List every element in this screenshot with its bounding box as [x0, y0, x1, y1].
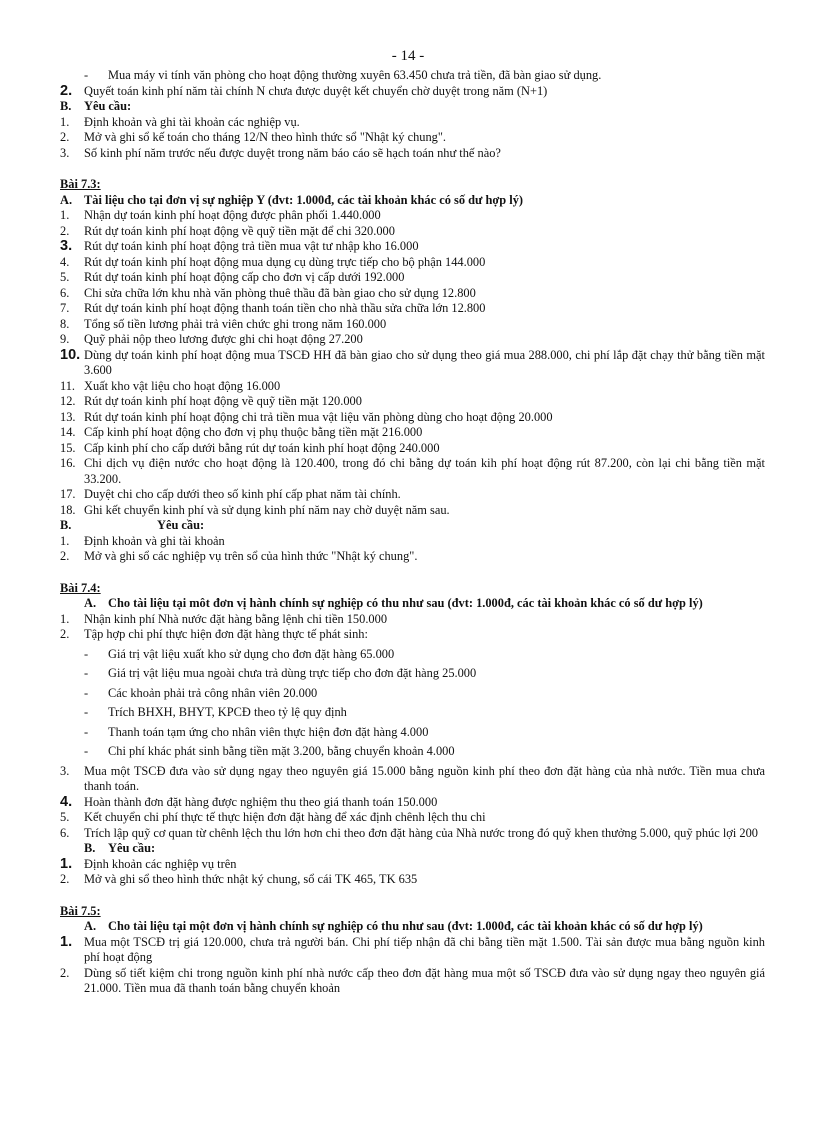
list-item: - Giá trị vật liệu xuất kho sử dụng cho đơn đặt hàng 65.000 — [84, 646, 395, 661]
list-item: 6. Chi sửa chữa lớn khu nhà văn phòng thuê thầu đã bàn giao cho sử dụng 12.800 — [60, 285, 476, 300]
list-item: 5. Rút dự toán kinh phí hoạt động cấp cho đơn vị cấp dưới 192.000 — [60, 270, 405, 284]
list-item: 1. Định khoản và ghi tài khoản các nghiệp vụ. — [60, 114, 300, 129]
list-item: 2. Dùng số tiết kiệm chi trong nguồn kinh phí nhà nước cấp theo đơn đặt hàng mua một số TSCĐ đưa vào sử dụng ngay theo nguyên giá 21.000. Tiền mua đã thanh toán bằng chuyển khoản — [60, 965, 765, 995]
list-item: 1. Nhận kinh phí Nhà nước đặt hàng bằng lệnh chi tiền 150.000 — [60, 611, 388, 626]
exercise-title: Bài 7.3: — [60, 177, 101, 191]
list-item: 11. Xuất kho vật liệu cho hoạt động 16.000 — [60, 378, 281, 393]
list-item: 14. Cấp kinh phí hoạt động cho đơn vị phụ thuộc bằng tiền mặt 216.000 — [60, 425, 423, 439]
section-b-heading: B. Yêu cầu: — [84, 841, 156, 855]
list-item: 4. Hoàn thành đơn đặt hàng được nghiệm thu theo giá thanh toán 150.000 — [60, 793, 438, 810]
list-item: 5. Kết chuyển chi phí thực tế thực hiện đơn đặt hàng để xác định chênh lệch thu chi — [60, 810, 486, 824]
section-b-heading: B. Yêu cầu: — [60, 518, 205, 532]
list-item: 9. Quỹ phải nộp theo lương được ghi chi hoạt động 27.200 — [60, 332, 363, 346]
list-item: 1. Nhận dự toán kinh phí hoạt động được phân phối 1.440.000 — [60, 208, 381, 222]
list-item: 17. Duyệt chi cho cấp dưới theo số kinh phí cấp phat năm tài chính. — [60, 487, 401, 501]
list-item: 2. Tập hợp chi phí thực hiện đơn đặt hàng thực tế phát sinh: — [60, 627, 368, 641]
list-item: 7. Rút dự toán kinh phí hoạt động thanh toán tiền cho nhà thầu sửa chữa lớn 12.800 — [60, 301, 486, 315]
list-item: 10. Dùng dự toán kinh phí hoạt động mua TSCĐ HH đã bàn giao cho sử dụng theo giá mua 288.000, chi phí lắp đặt chạy thử bằng tiền mặt 3.600 — [60, 346, 765, 377]
list-item: 2. Mở và ghi sổ kế toán cho tháng 12/N theo hình thức sổ "Nhật ký chung". — [60, 130, 447, 144]
list-item: 2. Quyết toán kinh phí năm tài chính N chưa được duyệt kết chuyển chờ duyệt trong năm (N+1) — [60, 82, 548, 99]
section-a-heading: A. Cho tài liệu tại một đơn vị hành chính sự nghiệp có thu như sau (đvt: 1.000đ, các tài khoản khác có số dư hợp lý) — [84, 919, 703, 933]
list-item: 3. Mua một TSCĐ đưa vào sử dụng ngay theo nguyên giá 15.000 bằng nguồn kinh phí theo đơn đặt hàng của nhà nước. Tiền mua chưa thanh toán. — [60, 763, 765, 793]
section-b-heading: B. Yêu cầu: — [60, 99, 132, 113]
list-item: - Thanh toán tạm ứng cho nhân viên thực hiện đơn đặt hàng 4.000 — [84, 724, 429, 739]
list-item: 16. Chi dịch vụ điện nước cho hoạt động là 120.400, trong đó chi bằng dự toán kih phí hoạt động rút 87.200, còn lại chi bằng tiền mặt 33.200. — [60, 456, 765, 486]
list-item: 2. Mở và ghi sổ các nghiệp vụ trên sổ của hình thức "Nhật ký chung". — [60, 549, 418, 563]
list-item: 6. Trích lập quỹ cơ quan từ chênh lệch thu lớn hơn chi theo đơn đặt hàng của Nhà nước trong đó quỹ khen thưởng 5.000, quỹ phúc lợi 200 — [60, 825, 758, 840]
list-item: - Giá trị vật liệu mua ngoài chưa trả dùng trực tiếp cho đơn đặt hàng 25.000 — [84, 666, 477, 680]
list-item: - Các khoản phải trả công nhân viên 20.000 — [84, 685, 318, 700]
section-a-heading: A. Cho tài liệu tại môt đơn vị hành chính sự nghiệp có thu như sau (đvt: 1.000đ, các tài khoản khác có số dư hợp lý) — [84, 596, 703, 610]
list-item: 13. Rút dự toán kinh phí hoạt động chi trả tiền mua vật liệu văn phòng dùng cho hoạt động 20.000 — [60, 409, 553, 424]
exercise-title: Bài 7.4: — [60, 580, 101, 595]
list-item: 15. Cấp kinh phí cho cấp dưới bằng rút dự toán kinh phí hoạt động 240.000 — [60, 440, 440, 455]
list-item: - Trích BHXH, BHYT, KPCĐ theo tỷ lệ quy định — [84, 705, 347, 719]
list-item: 1. Định khoản các nghiệp vụ trên — [60, 855, 237, 872]
list-item: 12. Rút dự toán kinh phí hoạt động về quỹ tiền mặt 120.000 — [60, 394, 362, 408]
list-item: 1. Định khoản và ghi tài khoản — [60, 533, 225, 548]
list-item: 2. Rút dự toán kinh phí hoạt động về quỹ tiền mặt để chi 320.000 — [60, 223, 395, 238]
list-item: 1. Mua một TSCĐ trị giá 120.000, chưa trả người bán. Chi phí tiếp nhận đã chi bằng tiền mặt 1.500. Tài sản được mua bằng nguồn kinh phí hoạt động — [60, 933, 765, 964]
list-item: 3. Số kinh phí năm trước nếu được duyệt trong năm báo cáo sẽ hạch toán như thế nào? — [60, 145, 501, 160]
list-item: - Mua máy vi tính văn phòng cho hoạt động thường xuyên 63.450 chưa trả tiền, đã bàn giao sử dụng. — [84, 68, 602, 82]
list-item: 8. Tổng số tiền lương phải trả viên chức ghi trong năm 160.000 — [60, 316, 387, 331]
exercise-title: Bài 7.5: — [60, 903, 101, 918]
list-item: - Chi phí khác phát sinh bằng tiền mặt 3.200, bằng chuyển khoản 4.000 — [84, 744, 455, 758]
list-item: 4. Rút dự toán kinh phí hoạt động mua dụng cụ dùng trực tiếp cho bộ phận 144.000 — [60, 254, 486, 269]
list-item: 2. Mở và ghi sổ theo hình thức nhật ký chung, sổ cái TK 465, TK 635 — [60, 872, 418, 886]
document-body — [60, 68, 765, 997]
page-number: - 14 - — [391, 48, 425, 64]
list-item: 18. Ghi kết chuyển kinh phí và sử dụng kinh phí năm nay chờ duyệt năm sau. — [60, 502, 450, 517]
list-item: 3. Rút dự toán kinh phí hoạt động trả tiền mua vật tư nhập kho 16.000 — [60, 238, 419, 254]
section-a-heading: A. Tài liệu cho tại đơn vị sự nghiệp Y (đvt: 1.000đ, các tài khoản khác có số dư hợp lý) — [60, 192, 524, 207]
